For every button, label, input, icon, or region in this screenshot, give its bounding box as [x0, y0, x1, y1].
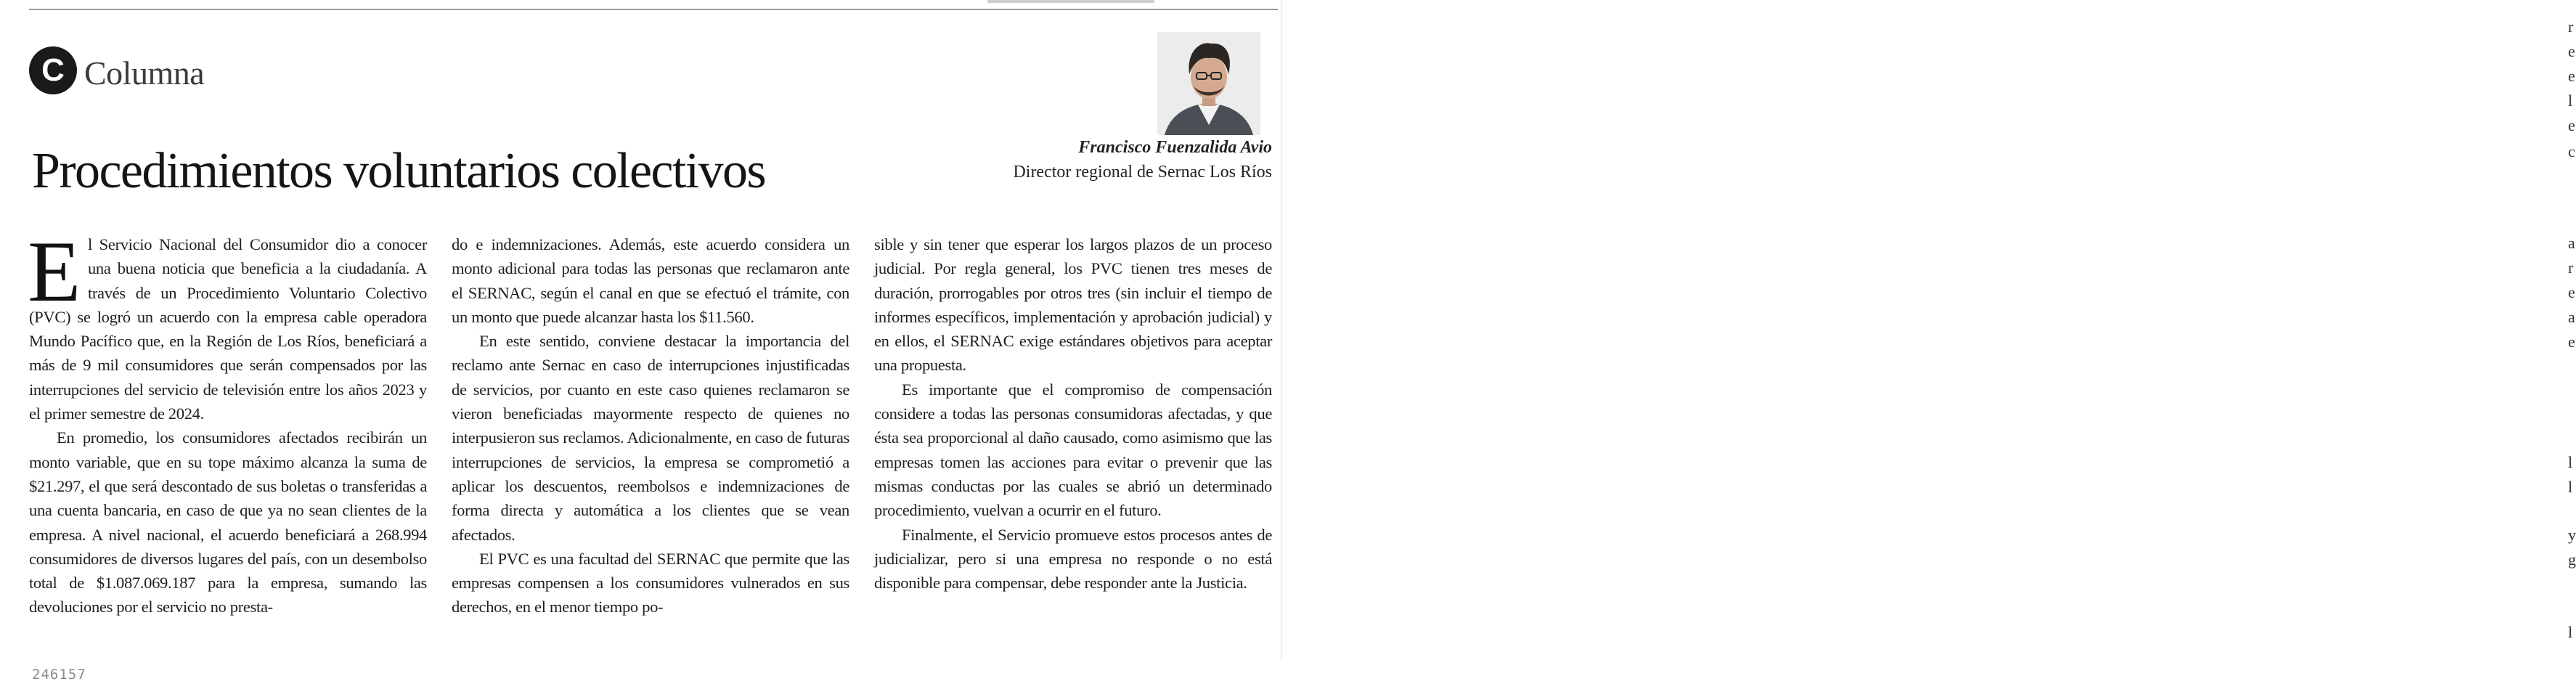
edge-glyph: c	[2568, 142, 2575, 160]
edge-glyph: e	[2568, 42, 2575, 60]
adjacent-column-edge	[1281, 0, 2576, 661]
clipping-id: 246157	[32, 667, 86, 683]
section-badge: C	[29, 46, 77, 94]
edge-glyph: a	[2568, 308, 2575, 326]
edge-glyph: r	[2568, 259, 2574, 277]
edge-glyph: e	[2568, 283, 2575, 301]
edge-glyph: e	[2568, 67, 2575, 85]
paragraph: El PVC es una facultad del SERNAC que permite que las empresas compensen a los consumidores vulnerados en sus derechos, en el menor tiempo po-	[452, 549, 849, 616]
edge-glyph: l	[2568, 478, 2573, 496]
article-column-1	[28, 223, 427, 619]
headline: Procedimientos voluntarios colectivos	[32, 143, 766, 199]
paragraph: do e indemnizaciones. Además, este acuerdo considera un monto adicional para todas las personas que reclamaron ante el SERNAC, según el canal en que se efectuó el trámite, con un monto que puede alcanzar hasta los $11.560.	[452, 235, 849, 326]
author-photo-icon	[1157, 32, 1260, 135]
edge-glyph: r	[2568, 17, 2574, 36]
top-rule	[29, 9, 1278, 10]
edge-glyph: l	[2568, 623, 2573, 641]
paragraph: sible y sin tener que esperar los largos plazos de un proceso judicial. Por regla general, los PVC tienen tres meses de duración, prorrogables por otros tres (sin incluir el tiempo de informes específicos, implementación y aprobación judicial) y en ellos, el SERNAC exige estándares objetivos para aceptar una propuesta.	[874, 235, 1272, 375]
edge-glyph: y	[2568, 526, 2576, 544]
edge-glyph: a	[2568, 234, 2575, 252]
edge-glyph: e	[2568, 333, 2575, 351]
paragraph: En promedio, los consumidores afectados recibirán un monto variable, que en su tope máximo alcanza la suma de $21.297, el que será descontado de sus boletas o transferidas a una cuenta bancaria, en caso de que ya no sean clientes de la empresa. A nivel nacional, el acuerdo beneficiará a 268.994 consumidores de diversos lugares del país, con un desembolso total de $1.087.069.187 para la empresa, sumando las devoluciones por el servicio no presta-	[29, 428, 427, 616]
author-photo	[1157, 32, 1260, 135]
paragraph: Finalmente, el Servicio promueve estos procesos antes de judicializar, pero si una empresa no responde o no está disponible para compensar, debe responder ante la Justicia.	[874, 525, 1272, 593]
paragraph: Es importante que el compromiso de compensación considere a todas las personas consumidoras afectadas, y que ésta sea proporcional al daño causado, como asimismo que las empresas tomen las acciones para evitar o prevenir que las mismas conductas por las cuales se abrió un determinado procedimiento, vuelvan a ocurrir en el futuro.	[874, 380, 1272, 520]
section-label: Columna	[84, 54, 205, 91]
author-role: Director regional de Sernac Los Ríos	[1013, 163, 1272, 182]
dropcap: E	[28, 223, 81, 320]
edge-glyph: l	[2568, 453, 2573, 471]
article-column-2	[452, 232, 849, 619]
edge-glyph: g	[2568, 550, 2576, 569]
edge-glyph: l	[2568, 91, 2573, 110]
author-name: Francisco Fuenzalida Avio	[1078, 138, 1272, 157]
paragraph: En este sentido, conviene destacar la importancia del reclamo ante Sernac en caso de interrupciones injustificadas de servicios, por cuanto en este caso quienes reclamaron se vieron beneficiadas mayormente respecto de quienes no interpusieron sus reclamos. Adicionalmente, en caso de futuras interrupciones de servicios, la empresa se comprometió a aplicar los descuentos, reembolsos e indemnizaciones de forma directa y automática a los clientes que se vean afectados.	[452, 332, 849, 544]
article-column-3	[874, 232, 1272, 595]
edge-glyph: e	[2568, 116, 2575, 134]
paragraph: l Servicio Nacional del Consumidor dio a conocer una buena noticia que beneficia a la ciudadanía. A través de un Procedimiento Voluntario Colectivo (PVC) se logró un acuerdo con la empresa cable operadora Mundo Pacífico que, en la Región de Los Ríos, beneficiará a más de 9 mil consumidores que serán compensados por las interrupciones del servicio de televisión entre los años 2023 y el primer semestre de 2024.	[29, 235, 427, 423]
top-rule-shade	[987, 0, 1154, 3]
